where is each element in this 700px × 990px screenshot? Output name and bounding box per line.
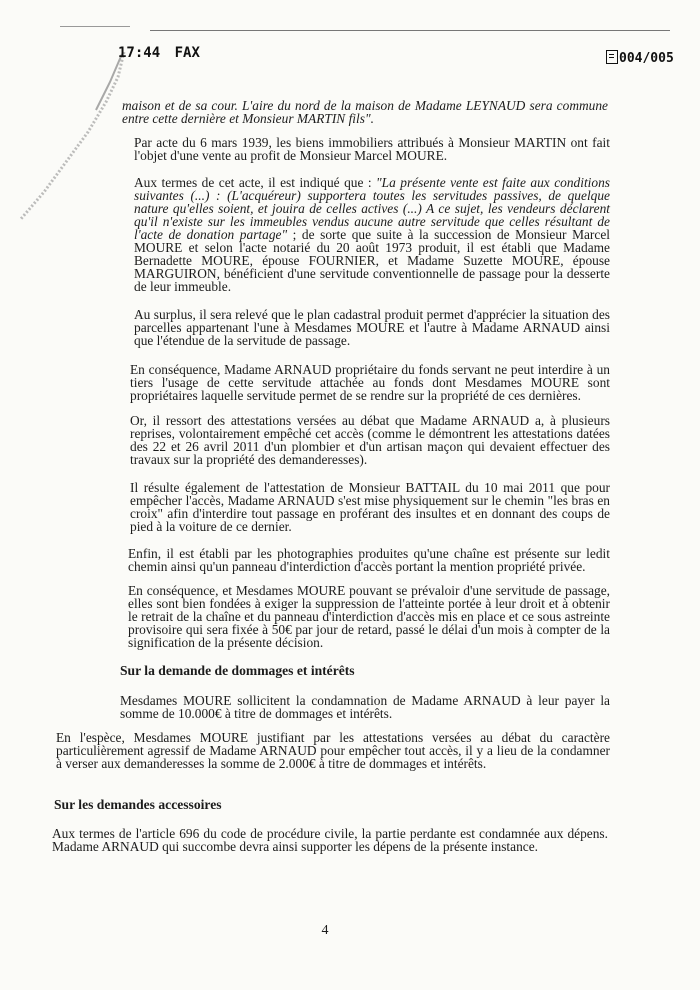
paragraph-4: En conséquence, Madame ARNAUD propriétaire du fonds servant ne peut interdire à un tiers l'usage de cette servitude attachée au fonds dont Mesdames MOURE sont propriétaires laquelle servitude permet de se rendre sur la propriété de ces dernières. — [130, 362, 610, 403]
paragraph-2-lead: Aux termes de cet acte, il est indiqué que : — [134, 175, 377, 190]
paragraph-10: En l'espèce, Mesdames MOURE justifiant par les attestations versées au débat du caractère particulièrement agressif de Madame ARNAUD pour empêcher tout accès, il y a lieu de la condamner à verser aux demanderesses la somme de 2.000€ à titre de dommages et intérêts. — [56, 730, 610, 771]
paragraph-2 — [134, 176, 610, 293]
fax-page-counter — [606, 50, 674, 66]
paragraph-2-quote: "La présente vente est faite aux conditions suivantes (...) : (L'acquéreur) supportera toutes les servitudes passives, de quelque nature qu'elles soient, et jouira de celles actives (...) A ce sujet, les vendeurs déclarent qu'il n'existe sur les immeubles vendus aucune autre servitude que celles résultant de l'acte de donation partage" — [134, 175, 610, 242]
scan-edge-line — [60, 26, 130, 27]
fax-label: FAX — [174, 45, 200, 61]
paragraph-2-tail: ; de sorte que suite à la succession de Monsieur Marcel MOURE et selon l'acte notarié du 20 août 1973 produit, il est établi que Madame Bernadette MOURE, épouse FOURNIER, et Madame Suzette MOURE, épouse MARGUIRON, bénéficient d'une servitude conventionnelle de passage pour la desserte de leur immeuble. — [134, 227, 610, 294]
paragraph-continuation: maison et de sa cour. L'aire du nord de la maison de Madame LEYNAUD sera commune entre cette dernière et Monsieur MARTIN fils". — [122, 98, 608, 126]
fax-header-left — [118, 45, 200, 61]
paragraph-11: Aux termes de l'article 696 du code de procédure civile, la partie perdante est condamnée aux dépens. Madame ARNAUD qui succombe devra ainsi supporter les dépens de la présente instance. — [52, 826, 608, 854]
fax-header-rule — [150, 30, 670, 31]
fax-time: 17:44 — [118, 45, 161, 61]
paragraph-5: Or, il ressort des attestations versées au débat que Madame ARNAUD a, à plusieurs reprises, volontairement empêché cet accès (comme le démontrent les attestations datées des 22 et 26 avril 2011 d'un plombier et d'un artisan maçon qui devaient effectuer des travaux sur la propriété des demanderesses). — [130, 413, 610, 467]
binding-shadow-mark — [6, 52, 126, 222]
fax-document-icon — [606, 50, 618, 64]
page-number: 4 — [321, 923, 329, 938]
fax-page-counter-text: 004/005 — [619, 51, 674, 66]
paragraph-3: Au surplus, il sera relevé que le plan cadastral produit permet d'apprécier la situation des parcelles appartenant l'une à Mesdames MOURE et l'autre à Madame ARNAUD ainsi que l'étendue de la servitude de passage. — [134, 307, 610, 348]
paragraph-8: En conséquence, et Mesdames MOURE pouvant se prévaloir d'une servitude de passage, elles sont bien fondées à exiger la suppression de l'atteinte portée à leur droit et à obtenir le retrait de la chaîne et du panneau d'interdiction d'accès mis en place et ce sous astreinte provisoire qui sera fixée à 50€ par jour de retard, passé le délai d'un mois à compter de la signification de la présente décision. — [128, 583, 610, 650]
heading-dommages-interets: Sur la demande de dommages et intérêts — [120, 663, 355, 678]
paragraph-9: Mesdames MOURE sollicitent la condamnation de Madame ARNAUD à leur payer la somme de 10.000€ à titre de dommages et intérêts. — [120, 693, 610, 721]
paragraph-7: Enfin, il est établi par les photographies produites qu'une chaîne est présente sur ledit chemin ainsi qu'un panneau d'interdiction d'accès portant la mention propriété privée. — [128, 546, 610, 574]
heading-demandes-accessoires: Sur les demandes accessoires — [54, 797, 222, 812]
paragraph-1: Par acte du 6 mars 1939, les biens immobiliers attribués à Monsieur MARTIN ont fait l'objet d'une vente au profit de Monsieur Marcel MOURE. — [134, 135, 610, 163]
paragraph-6: Il résulte également de l'attestation de Monsieur BATTAIL du 10 mai 2011 que pour empêcher l'accès, Madame ARNAUD s'est mise physiquement sur le chemin "les bras en croix" afin d'interdire tout passage en proférant des insultes et en donnant des coups de pied à la voiture de ce dernier. — [130, 480, 610, 534]
